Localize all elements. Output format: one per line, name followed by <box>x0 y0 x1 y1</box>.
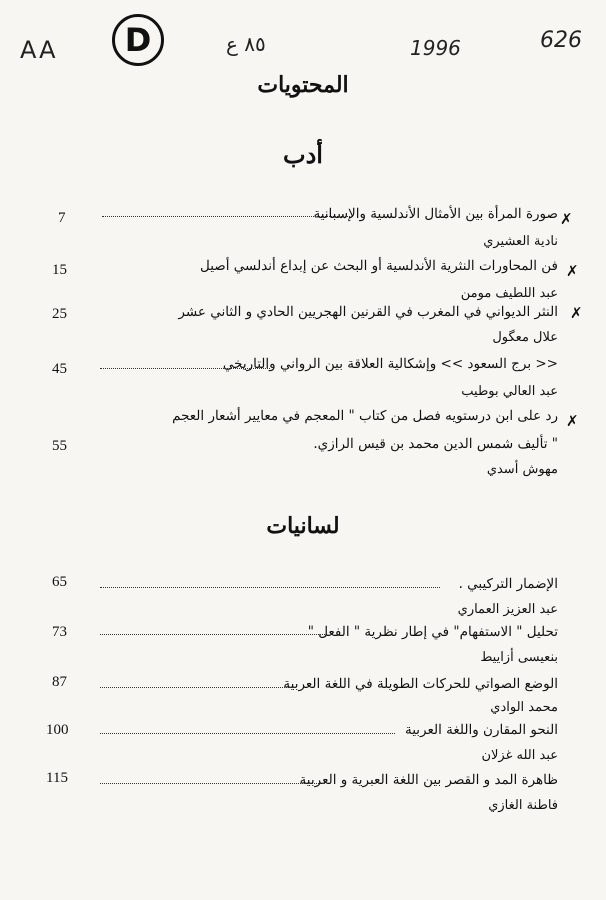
circled-d-stamp: D <box>112 14 164 66</box>
section-title-literature: أدب <box>283 140 323 169</box>
toc-entry-title: رد على ابن درستويه فصل من كتاب " المعجم في معايير أشعار العجم <box>172 408 558 424</box>
leader-dots <box>100 733 395 734</box>
toc-entry-title: تحليل " الاستفهام" في إطار نظرية " الفعل " <box>307 624 558 640</box>
toc-page-number: 87 <box>52 674 67 690</box>
leader-dots <box>100 368 270 369</box>
toc-page-number: 55 <box>52 438 67 454</box>
toc-entry-title: الوضع الصواتي للحركات الطويلة في اللغة العربية <box>283 676 558 692</box>
leader-dots <box>100 634 325 635</box>
toc-entry-author: عبد اللطيف مومن <box>460 286 558 301</box>
toc-entry-title: النثر الديواني في المغرب في القرنين الهجريين الحادي و الثاني عشر <box>178 304 558 320</box>
toc-entry-author: محمد الوادي <box>490 700 558 715</box>
handwritten-left-code: AA <box>20 36 58 64</box>
check-mark-icon: ✗ <box>566 262 579 280</box>
toc-entry-title-continued: " تأليف شمس الدين محمد بن قيس الرازي. <box>313 436 558 452</box>
leader-dots <box>100 687 295 688</box>
toc-page-number: 115 <box>46 770 68 786</box>
toc-entry-title: النحو المقارن واللغة العربية <box>404 722 558 738</box>
handwritten-middle-note: ٨٥ ع <box>226 32 266 56</box>
toc-entry-author: عبد العالي بوطيب <box>461 384 558 399</box>
toc-page-number: 65 <box>52 574 67 590</box>
toc-page-number: 100 <box>46 722 69 738</box>
toc-entry-author: علال معگول <box>492 330 558 345</box>
toc-entry-title: فن المحاورات النثرية الأندلسية أو البحث عن إبداع أندلسي أصيل <box>200 258 558 274</box>
handwritten-right-code: 626 <box>540 28 582 53</box>
toc-entry-author: فاطنة الغازي <box>488 798 558 813</box>
toc-entry-author: بنعيسى أزاييط <box>480 650 558 665</box>
toc-page-number: 73 <box>52 624 67 640</box>
toc-entry-author: نادية العشيري <box>483 234 558 249</box>
toc-entry-title: ظاهرة المد و القصر بين اللغة العبرية و العربية <box>299 772 558 788</box>
toc-page-number: 15 <box>52 262 67 278</box>
check-mark-icon: ✗ <box>566 412 579 430</box>
toc-entry-author: مهوش أسدي <box>486 462 558 477</box>
section-title-linguistics: لسانيات <box>266 513 340 539</box>
leader-dots <box>100 783 325 784</box>
leader-dots <box>102 216 352 217</box>
check-mark-icon: ✗ <box>560 210 573 228</box>
toc-entry-title: << برج السعود >> وإشكالية العلاقة بين الرواني والتاريخي <box>222 356 558 372</box>
check-mark-icon: ✗ <box>570 304 583 322</box>
page-title: المحتويات <box>257 72 349 98</box>
toc-page-number: 25 <box>52 306 67 322</box>
toc-entry-title: الإضمار التركيبي . <box>458 576 558 592</box>
handwritten-year: 1996 <box>410 36 461 60</box>
toc-entry-title: صورة المرأة بين الأمثال الأندلسية والإسبانية <box>313 206 558 222</box>
leader-dots <box>100 587 440 588</box>
toc-entry-author: عبد الله غزلان <box>481 748 558 763</box>
toc-entry-author: عبد العزيز العماري <box>457 602 558 617</box>
toc-page-number: 7 <box>58 210 66 226</box>
toc-page-number: 45 <box>52 361 67 377</box>
